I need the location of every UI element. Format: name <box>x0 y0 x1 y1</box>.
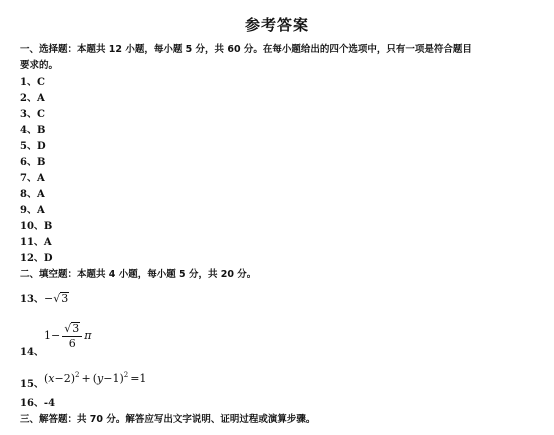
answer-item: 1、C <box>20 77 45 88</box>
answer-item: 6、B <box>20 157 46 168</box>
fill-answer-13: −√3 <box>44 292 69 305</box>
section-2-heading: 二、填空题：本题共 4 小题，每小题 5 分，共 20 分。 <box>20 269 257 280</box>
answer-item: 8、A <box>20 189 45 200</box>
fill-item-13: 13、 <box>20 294 44 305</box>
section-3-heading: 三、解答题：共 70 分。解答应写出文字说明、证明过程或演算步骤。 <box>20 414 316 425</box>
fraction: $\frac{√3}{6}$ <box>62 322 82 350</box>
answer-item: 3、C <box>20 109 45 120</box>
fill-answer-15: $(x-2)^2 + (y-1)^2 =1$ <box>44 371 147 385</box>
answer-item: 2、A <box>20 93 45 104</box>
fill-answer-14: 1− $\frac{√3}{6}$ π <box>44 322 92 350</box>
answer-item: 5、D <box>20 141 46 152</box>
fill-item-14: 14、 <box>20 347 44 358</box>
sqrt-symbol: √3 <box>53 292 69 305</box>
fill-item-15: 15、 <box>20 379 44 390</box>
section-1-heading: 一、选择题：本题共 12 小题，每小题 5 分，共 60 分。在每小题给出的四个选项中，只有一项是符合题目 <box>20 44 472 55</box>
answer-item: 11、A <box>20 237 52 248</box>
answer-item: 9、A <box>20 205 45 216</box>
answer-item: 7、A <box>20 173 45 184</box>
section-1-heading-cont: 要求的。 <box>20 60 59 71</box>
answer-item: 12、D <box>20 253 53 264</box>
fill-item-16: 16、-4 <box>20 398 56 409</box>
answer-item: 10、B <box>20 221 53 232</box>
answer-item: 4、B <box>20 125 46 136</box>
page-title: 参考答案 <box>244 16 309 34</box>
